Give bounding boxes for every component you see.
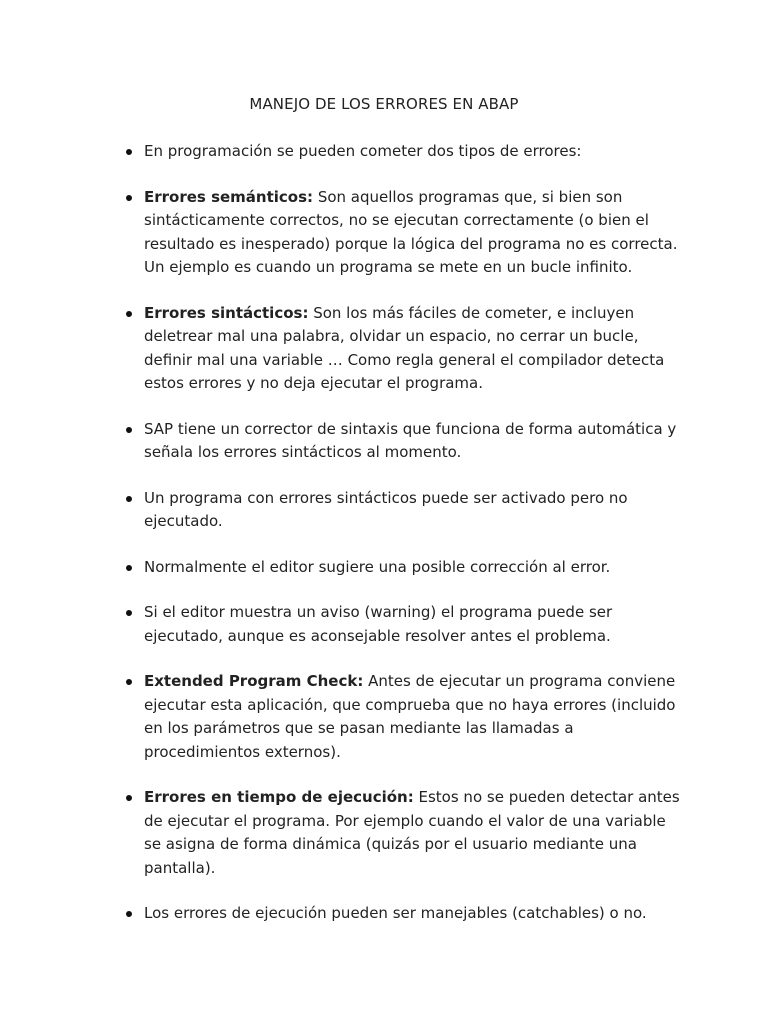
item-text: Si el editor muestra un aviso (warning) el programa puede ser ejecutado, aunque es aconsejable resolver antes el problema. — [144, 603, 613, 645]
item-text: Normalmente el editor sugiere una posible corrección al error. — [144, 557, 611, 576]
bullet-icon — [126, 911, 132, 917]
list-item — [124, 302, 684, 396]
list-item — [124, 186, 684, 280]
bullet-icon — [126, 565, 132, 571]
item-text: Estos no se pueden detectar antes de ejecutar el programa. Por ejemplo cuando el valor de una variable se asigna de forma dinámica (quizás por el usuario mediante una pantalla). — [144, 788, 680, 877]
list-item — [124, 556, 684, 580]
bullet-icon — [126, 311, 132, 317]
list-item — [124, 487, 684, 534]
bullet-icon — [126, 496, 132, 502]
item-bold-lead: Extended Program Check: — [144, 672, 364, 690]
item-bold-lead: Errores semánticos: — [144, 187, 314, 206]
page-title: MANEJO DE LOS ERRORES EN ABAP — [249, 95, 519, 113]
item-text: SAP tiene un corrector de sintaxis que funciona de forma automática y señala los errores sintácticos al momento. — [144, 419, 677, 461]
list-item — [124, 140, 684, 164]
bullet-icon — [126, 195, 132, 201]
bullet-icon — [126, 795, 132, 801]
list-item — [124, 670, 684, 764]
bullet-list — [124, 140, 684, 948]
list-item — [124, 418, 684, 465]
list-item — [124, 902, 684, 926]
bullet-icon — [126, 679, 132, 685]
bullet-icon — [126, 427, 132, 433]
list-item — [124, 786, 684, 880]
item-text: Son aquellos programas que, si bien son sintácticamente correctos, no se ejecutan correctamente (o bien el resultado es inesperado) porque la lógica del programa no es correcta. Un ejemplo es cuando un programa se mete en un bucle infinito. — [144, 187, 678, 276]
item-text: Antes de ejecutar un programa conviene ejecutar esta aplicación, que comprueba que no haya errores (incluido en los parámetros que se pasan mediante las llamadas a procedimientos externos). — [144, 672, 676, 761]
item-text: Un programa con errores sintácticos puede ser activado pero no ejecutado. — [144, 488, 628, 530]
item-text: Los errores de ejecución pueden ser manejables (catchables) o no. — [144, 904, 647, 922]
bullet-icon — [126, 149, 132, 155]
item-text: Son los más fáciles de cometer, e incluyen deletrear mal una palabra, olvidar un espacio, no cerrar un bucle, definir mal una variable … Como regla general el compilador detecta estos errores y no deja ejecutar el programa. — [144, 303, 665, 392]
bullet-icon — [126, 610, 132, 616]
item-bold-lead: Errores en tiempo de ejecución: — [144, 788, 414, 806]
item-bold-lead: Errores sintácticos: — [144, 303, 309, 322]
item-text: En programación se pueden cometer dos tipos de errores: — [144, 142, 582, 160]
list-item — [124, 601, 684, 648]
